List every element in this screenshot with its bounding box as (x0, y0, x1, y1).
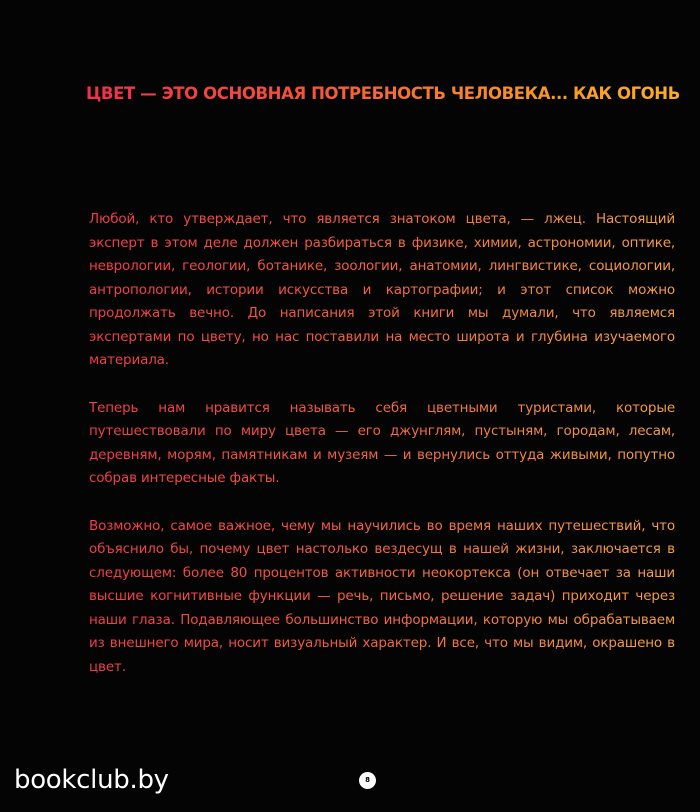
page-number-badge: 8 (359, 772, 376, 789)
watermark-text: bookclub.by (14, 765, 169, 795)
body-text (89, 208, 675, 703)
page-heading: ЦВЕТ — ЭТО ОСНОВНАЯ ПОТРЕБНОСТЬ ЧЕЛОВЕКА... КАК ОГОНЬ (86, 80, 698, 108)
paragraph-1: Любой, кто утверждает, что является знатоком цвета, — лжец. Настоящий эксперт в этом деле должен разбираться в физике, химии, астрономии, оптике, неврологии, геологии, ботанике, зоологии, анатомии, лингвистике, социологии, антропологии, истории искусства и картографии; и этот список можно продолжать вечно. До написания этой книги мы думали, что являемся экспертами по цвету, но нас поставили на место широта и глубина изучаемого материала. (89, 208, 675, 373)
paragraph-3: Возможно, самое важное, чему мы научились во время наших путешествий, что объяснило бы, почему цвет настолько вездесущ в нашей жизни, заключается в следующем: более 80 процентов активности неокортекса (он отвечает за наши высшие когнитивные функции — речь, письмо, решение задач) приходит через наши глаза. Подавляющее большинство информации, которую мы обрабатываем из внешнего мира, носит визуальный характер. И все, что мы видим, окрашено в цвет. (89, 515, 675, 680)
paragraph-2: Теперь нам нравится называть себя цветными туристами, которые путешествовали по миру цвета — его джунглям, пустыням, городам, лесам, деревням, морям, памятникам и музеям — и вернулись оттуда живыми, попутно собрав интересные факты. (89, 397, 675, 491)
